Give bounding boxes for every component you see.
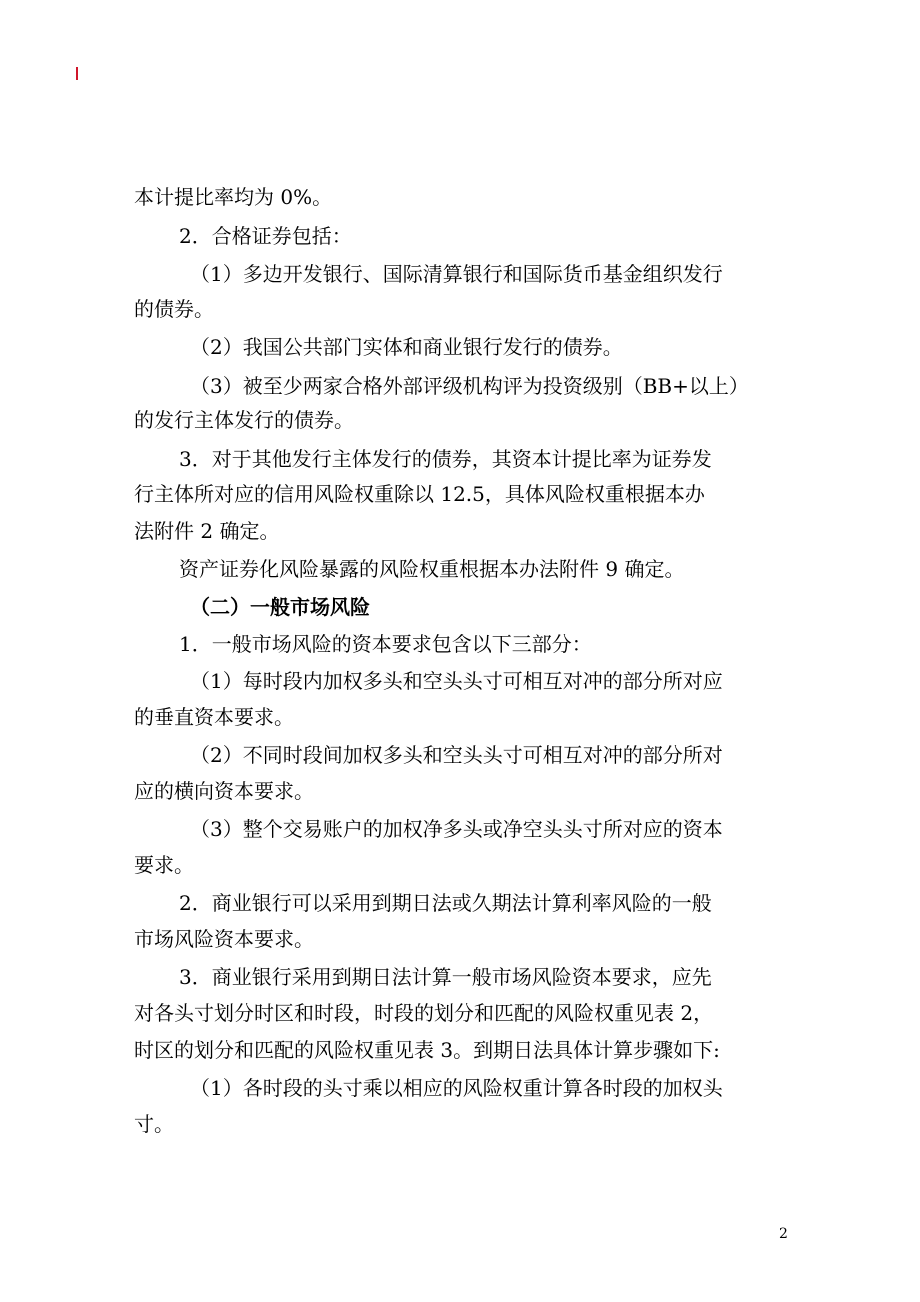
section-heading: （二）一般市场风险 <box>190 595 370 619</box>
page-number: 2 <box>779 1226 788 1242</box>
text-line: 资产证券化风险暴露的风险权重根据本办法附件 9 确定。 <box>179 557 685 581</box>
text-line: 本计提比率均为 0%。 <box>134 185 333 209</box>
margin-mark <box>76 67 78 80</box>
text-line: 3．对于其他发行主体发行的债券，其资本计提比率为证券发 <box>179 447 712 471</box>
text-line: （2）我国公共部门实体和商业银行发行的债券。 <box>190 335 623 359</box>
text-line: 要求。 <box>134 853 194 877</box>
text-line: 对各头寸划分时区和时段，时段的划分和匹配的风险权重见表 2， <box>134 1001 714 1025</box>
text-line: 法附件 2 确定。 <box>134 519 280 543</box>
text-line: 的发行主体发行的债券。 <box>134 408 354 432</box>
text-line: 3．商业银行采用到期日法计算一般市场风险资本要求，应先 <box>179 965 712 989</box>
text-line: 寸。 <box>134 1112 174 1136</box>
text-line: （1）各时段的头寸乘以相应的风险权重计算各时段的加权头 <box>190 1076 723 1100</box>
text-line: （1）每时段内加权多头和空头头寸可相互对冲的部分所对应 <box>190 669 723 693</box>
text-line: 2．合格证券包括： <box>179 224 352 248</box>
text-line: 2．商业银行可以采用到期日法或久期法计算利率风险的一般 <box>179 891 712 915</box>
text-line: （3）被至少两家合格外部评级机构评为投资级别（BB+以上） <box>190 374 749 398</box>
text-line: 行主体所对应的信用风险权重除以 12.5，具体风险权重根据本办 <box>134 482 705 506</box>
text-line: （3）整个交易账户的加权净多头或净空头头寸所对应的资本 <box>190 817 723 841</box>
text-line: 1．一般市场风险的资本要求包含以下三部分： <box>179 632 592 656</box>
text-line: （1）多边开发银行、国际清算银行和国际货币基金组织发行 <box>190 262 723 286</box>
text-line: （2）不同时段间加权多头和空头头寸可相互对冲的部分所对 <box>190 743 723 767</box>
text-line: 时区的划分和匹配的风险权重见表 3。到期日法具体计算步骤如下: <box>134 1038 720 1062</box>
text-line: 应的横向资本要求。 <box>134 779 314 803</box>
text-line: 的垂直资本要求。 <box>134 705 294 729</box>
text-line: 市场风险资本要求。 <box>134 927 314 951</box>
text-line: 的债券。 <box>134 297 214 321</box>
